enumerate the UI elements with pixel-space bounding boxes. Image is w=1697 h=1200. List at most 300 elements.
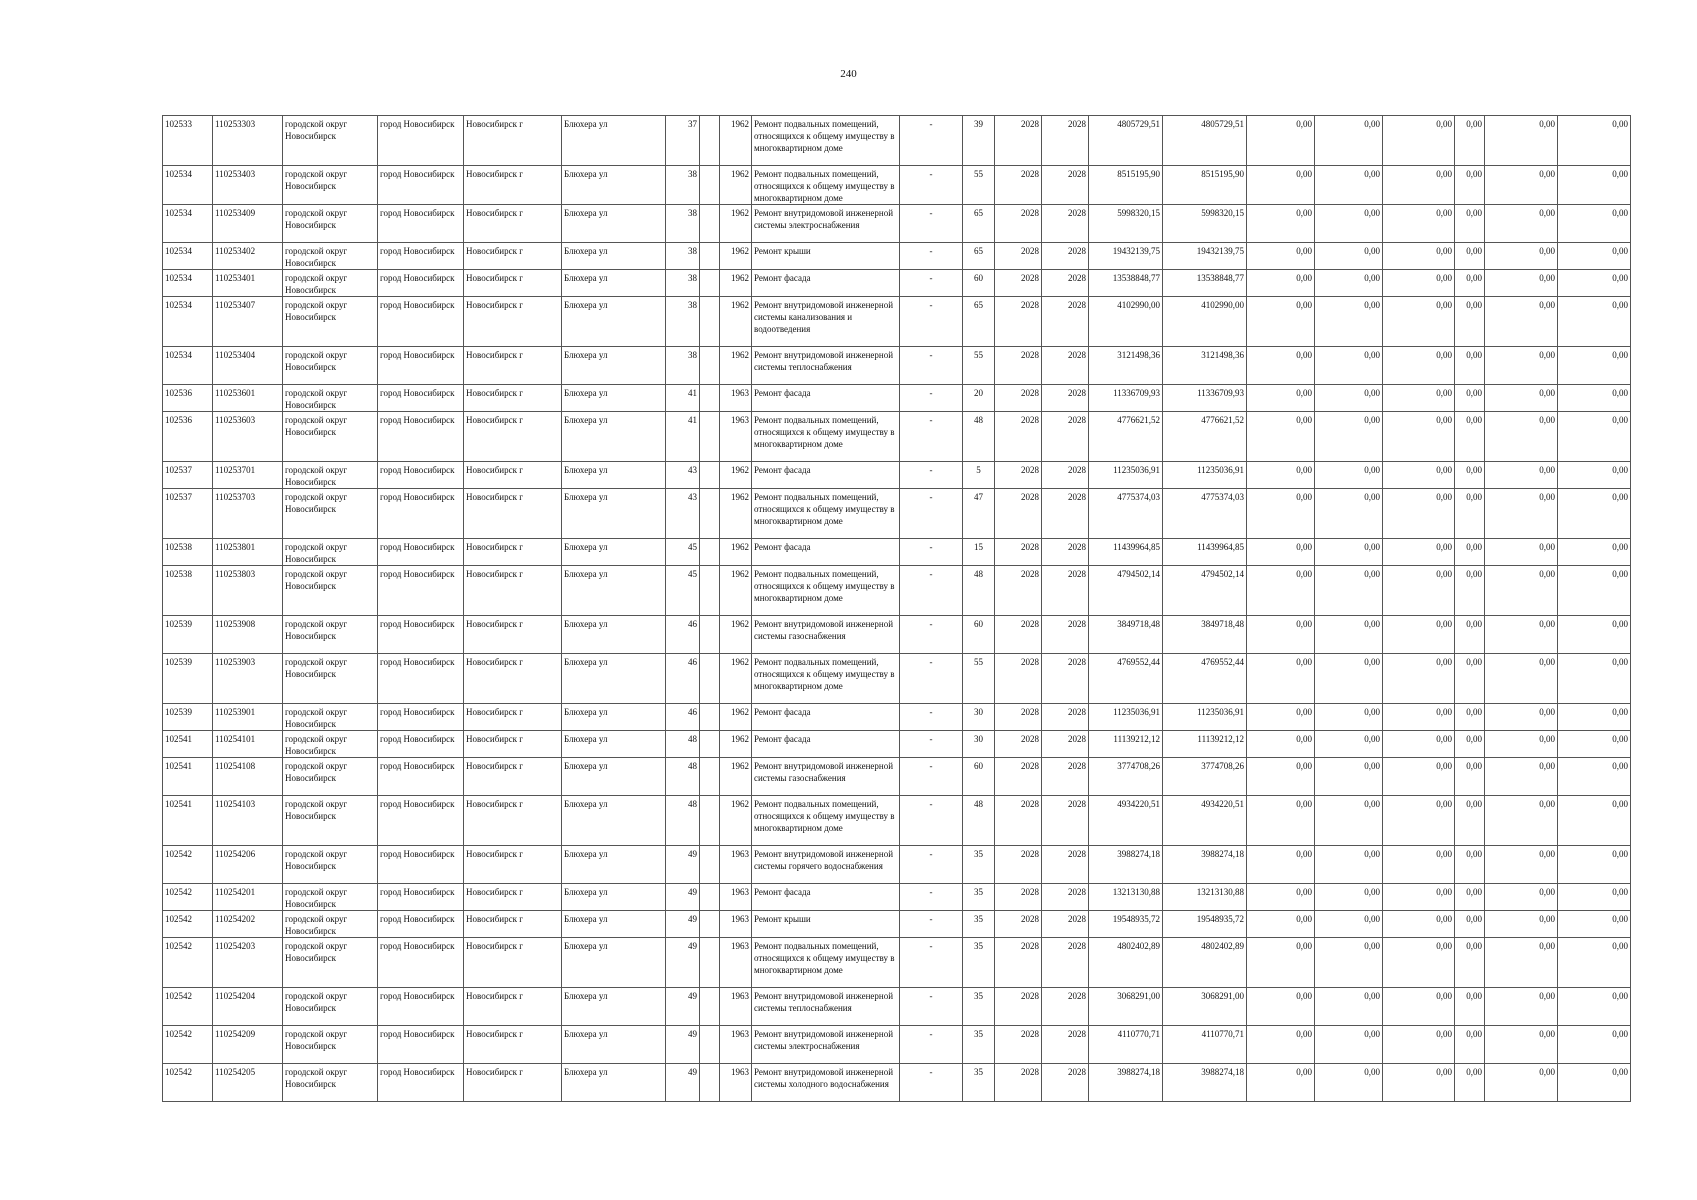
cell-house-id: 102539 — [163, 616, 213, 654]
cell-year-built: 1963 — [720, 412, 752, 462]
cell-plan-year-end: 2028 — [1042, 166, 1089, 205]
cell-house-id: 102537 — [163, 462, 213, 489]
cell-street: Блюхера ул — [562, 796, 666, 846]
cell-wear-percent: 35 — [963, 938, 995, 988]
table-row — [163, 297, 1631, 347]
cell-cost-col-6: 0,00 — [1558, 297, 1631, 347]
cell-work-id: 110253409 — [213, 205, 283, 243]
cell-work-id: 110254205 — [213, 1064, 283, 1102]
cell-year-built: 1963 — [720, 385, 752, 412]
cell-street: Блюхера ул — [562, 489, 666, 539]
cell-settlement: город Новосибирск — [378, 116, 464, 166]
cell-cost-col-6: 0,00 — [1558, 654, 1631, 704]
cell-cost-col-6: 0,00 — [1558, 566, 1631, 616]
cell-work-type: Ремонт фасада — [752, 704, 900, 731]
table-row — [163, 205, 1631, 243]
cell-cost-col-3: 0,00 — [1383, 462, 1455, 489]
cell-cost-col-4: 0,00 — [1455, 796, 1485, 846]
cell-work-type: Ремонт подвальных помещений, относящихся к общему имуществу в многоквартирном доме — [752, 566, 900, 616]
cell-cost-col-3: 0,00 — [1383, 270, 1455, 297]
cell-cost-col-6: 0,00 — [1558, 704, 1631, 731]
cell-cost-fund: 8515195,90 — [1163, 166, 1247, 205]
cell-street: Блюхера ул — [562, 1026, 666, 1064]
cell-house-number: 38 — [666, 347, 700, 385]
cell-locality: Новосибирск г — [464, 566, 562, 616]
cell-cost-col-6: 0,00 — [1558, 731, 1631, 758]
cell-cost-col-1: 0,00 — [1247, 462, 1315, 489]
cell-street: Блюхера ул — [562, 704, 666, 731]
cell-locality: Новосибирск г — [464, 616, 562, 654]
cell-cost-col-4: 0,00 — [1455, 412, 1485, 462]
cell-house-id: 102541 — [163, 731, 213, 758]
cell-wear-percent: 35 — [963, 1026, 995, 1064]
cell-building — [700, 166, 720, 205]
cell-settlement: город Новосибирск — [378, 1064, 464, 1102]
cell-unit: - — [900, 1064, 963, 1102]
cell-cost-col-2: 0,00 — [1315, 654, 1383, 704]
cell-cost-col-5: 0,00 — [1485, 462, 1558, 489]
cell-settlement: город Новосибирск — [378, 1026, 464, 1064]
cell-cost-col-4: 0,00 — [1455, 489, 1485, 539]
cell-cost-col-2: 0,00 — [1315, 566, 1383, 616]
cell-plan-year-end: 2028 — [1042, 539, 1089, 566]
cell-cost-total: 19548935,72 — [1089, 911, 1163, 938]
cell-cost-col-6: 0,00 — [1558, 1064, 1631, 1102]
cell-cost-col-1: 0,00 — [1247, 616, 1315, 654]
cell-wear-percent: 20 — [963, 385, 995, 412]
cell-wear-percent: 60 — [963, 758, 995, 796]
cell-work-id: 110254103 — [213, 796, 283, 846]
cell-house-number: 38 — [666, 243, 700, 270]
cell-street: Блюхера ул — [562, 731, 666, 758]
cell-cost-col-4: 0,00 — [1455, 846, 1485, 884]
cell-house-id: 102537 — [163, 489, 213, 539]
cell-house-id: 102534 — [163, 270, 213, 297]
cell-cost-fund: 11336709,93 — [1163, 385, 1247, 412]
cell-cost-fund: 11235036,91 — [1163, 462, 1247, 489]
cell-settlement: город Новосибирск — [378, 385, 464, 412]
cell-cost-total: 11439964,85 — [1089, 539, 1163, 566]
cell-work-type: Ремонт внутридомовой инженерной системы электроснабжения — [752, 205, 900, 243]
cell-settlement: город Новосибирск — [378, 796, 464, 846]
cell-cost-total: 13213130,88 — [1089, 884, 1163, 911]
cell-house-id: 102542 — [163, 988, 213, 1026]
cell-settlement: город Новосибирск — [378, 846, 464, 884]
cell-work-id: 110254204 — [213, 988, 283, 1026]
cell-year-built: 1962 — [720, 347, 752, 385]
cell-street: Блюхера ул — [562, 116, 666, 166]
cell-cost-col-5: 0,00 — [1485, 116, 1558, 166]
cell-cost-col-5: 0,00 — [1485, 938, 1558, 988]
cell-cost-col-2: 0,00 — [1315, 489, 1383, 539]
cell-cost-fund: 4110770,71 — [1163, 1026, 1247, 1064]
cell-locality: Новосибирск г — [464, 385, 562, 412]
cell-cost-col-2: 0,00 — [1315, 988, 1383, 1026]
cell-house-id: 102541 — [163, 796, 213, 846]
cell-building — [700, 412, 720, 462]
cell-cost-total: 4110770,71 — [1089, 1026, 1163, 1064]
cell-plan-year-end: 2028 — [1042, 704, 1089, 731]
cell-unit: - — [900, 205, 963, 243]
cell-street: Блюхера ул — [562, 654, 666, 704]
cell-street: Блюхера ул — [562, 347, 666, 385]
cell-building — [700, 297, 720, 347]
cell-year-built: 1962 — [720, 462, 752, 489]
cell-cost-col-5: 0,00 — [1485, 731, 1558, 758]
cell-work-type: Ремонт фасада — [752, 884, 900, 911]
cell-house-id: 102536 — [163, 412, 213, 462]
cell-cost-col-5: 0,00 — [1485, 566, 1558, 616]
cell-house-id: 102542 — [163, 1026, 213, 1064]
repair-program-table — [162, 115, 1631, 1102]
cell-municipal-district: городской округ Новосибирск — [283, 462, 378, 489]
cell-cost-col-3: 0,00 — [1383, 489, 1455, 539]
cell-house-number: 38 — [666, 205, 700, 243]
cell-locality: Новосибирск г — [464, 884, 562, 911]
cell-cost-col-2: 0,00 — [1315, 704, 1383, 731]
cell-settlement: город Новосибирск — [378, 412, 464, 462]
cell-locality: Новосибирск г — [464, 270, 562, 297]
cell-cost-fund: 4794502,14 — [1163, 566, 1247, 616]
cell-cost-col-5: 0,00 — [1485, 205, 1558, 243]
cell-plan-year-end: 2028 — [1042, 758, 1089, 796]
cell-locality: Новосибирск г — [464, 412, 562, 462]
cell-plan-year-start: 2028 — [995, 938, 1042, 988]
cell-cost-col-5: 0,00 — [1485, 166, 1558, 205]
cell-cost-col-5: 0,00 — [1485, 884, 1558, 911]
cell-wear-percent: 30 — [963, 704, 995, 731]
cell-cost-col-6: 0,00 — [1558, 462, 1631, 489]
cell-cost-col-5: 0,00 — [1485, 846, 1558, 884]
cell-locality: Новосибирск г — [464, 205, 562, 243]
cell-cost-col-5: 0,00 — [1485, 243, 1558, 270]
cell-cost-col-3: 0,00 — [1383, 616, 1455, 654]
cell-house-number: 49 — [666, 846, 700, 884]
cell-municipal-district: городской округ Новосибирск — [283, 116, 378, 166]
cell-cost-col-6: 0,00 — [1558, 758, 1631, 796]
cell-work-id: 110253303 — [213, 116, 283, 166]
cell-cost-col-1: 0,00 — [1247, 489, 1315, 539]
cell-locality: Новосибирск г — [464, 911, 562, 938]
cell-cost-col-2: 0,00 — [1315, 462, 1383, 489]
cell-street: Блюхера ул — [562, 243, 666, 270]
cell-municipal-district: городской округ Новосибирск — [283, 412, 378, 462]
cell-locality: Новосибирск г — [464, 539, 562, 566]
cell-cost-col-4: 0,00 — [1455, 205, 1485, 243]
cell-cost-col-2: 0,00 — [1315, 270, 1383, 297]
cell-unit: - — [900, 166, 963, 205]
cell-plan-year-start: 2028 — [995, 385, 1042, 412]
cell-cost-col-1: 0,00 — [1247, 1064, 1315, 1102]
cell-wear-percent: 55 — [963, 347, 995, 385]
cell-house-number: 41 — [666, 385, 700, 412]
cell-work-id: 110253703 — [213, 489, 283, 539]
cell-work-type: Ремонт фасада — [752, 462, 900, 489]
table-row — [163, 412, 1631, 462]
cell-plan-year-end: 2028 — [1042, 796, 1089, 846]
cell-locality: Новосибирск г — [464, 489, 562, 539]
table-row — [163, 385, 1631, 412]
cell-building — [700, 205, 720, 243]
cell-cost-total: 4805729,51 — [1089, 116, 1163, 166]
cell-cost-col-4: 0,00 — [1455, 938, 1485, 988]
cell-cost-col-4: 0,00 — [1455, 166, 1485, 205]
cell-cost-col-5: 0,00 — [1485, 988, 1558, 1026]
cell-work-type: Ремонт крыши — [752, 911, 900, 938]
cell-work-id: 110253603 — [213, 412, 283, 462]
cell-plan-year-end: 2028 — [1042, 566, 1089, 616]
cell-municipal-district: городской округ Новосибирск — [283, 347, 378, 385]
cell-cost-col-3: 0,00 — [1383, 911, 1455, 938]
cell-house-id: 102534 — [163, 297, 213, 347]
cell-year-built: 1963 — [720, 846, 752, 884]
cell-locality: Новосибирск г — [464, 297, 562, 347]
cell-cost-col-2: 0,00 — [1315, 616, 1383, 654]
cell-settlement: город Новосибирск — [378, 462, 464, 489]
cell-settlement: город Новосибирск — [378, 566, 464, 616]
cell-building — [700, 704, 720, 731]
cell-cost-col-2: 0,00 — [1315, 243, 1383, 270]
cell-cost-col-5: 0,00 — [1485, 385, 1558, 412]
cell-cost-total: 3988274,18 — [1089, 1064, 1163, 1102]
cell-cost-col-5: 0,00 — [1485, 796, 1558, 846]
cell-street: Блюхера ул — [562, 1064, 666, 1102]
cell-plan-year-end: 2028 — [1042, 270, 1089, 297]
cell-plan-year-start: 2028 — [995, 347, 1042, 385]
cell-plan-year-end: 2028 — [1042, 243, 1089, 270]
cell-street: Блюхера ул — [562, 988, 666, 1026]
cell-plan-year-end: 2028 — [1042, 911, 1089, 938]
cell-year-built: 1962 — [720, 654, 752, 704]
cell-cost-col-3: 0,00 — [1383, 758, 1455, 796]
cell-cost-fund: 11139212,12 — [1163, 731, 1247, 758]
cell-plan-year-start: 2028 — [995, 654, 1042, 704]
cell-cost-col-6: 0,00 — [1558, 166, 1631, 205]
cell-cost-col-5: 0,00 — [1485, 654, 1558, 704]
cell-street: Блюхера ул — [562, 297, 666, 347]
cell-municipal-district: городской округ Новосибирск — [283, 243, 378, 270]
cell-house-number: 38 — [666, 166, 700, 205]
cell-plan-year-start: 2028 — [995, 489, 1042, 539]
cell-locality: Новосибирск г — [464, 1064, 562, 1102]
cell-cost-fund: 11235036,91 — [1163, 704, 1247, 731]
cell-cost-total: 11139212,12 — [1089, 731, 1163, 758]
cell-cost-total: 4102990,00 — [1089, 297, 1163, 347]
cell-municipal-district: городской округ Новосибирск — [283, 1064, 378, 1102]
cell-cost-fund: 3849718,48 — [1163, 616, 1247, 654]
cell-cost-col-6: 0,00 — [1558, 385, 1631, 412]
cell-cost-col-1: 0,00 — [1247, 731, 1315, 758]
cell-cost-col-6: 0,00 — [1558, 616, 1631, 654]
cell-unit: - — [900, 988, 963, 1026]
cell-unit: - — [900, 489, 963, 539]
table-row — [163, 1026, 1631, 1064]
cell-year-built: 1962 — [720, 270, 752, 297]
cell-year-built: 1962 — [720, 297, 752, 347]
cell-house-number: 49 — [666, 1064, 700, 1102]
cell-locality: Новосибирск г — [464, 704, 562, 731]
cell-cost-col-5: 0,00 — [1485, 704, 1558, 731]
cell-municipal-district: городской округ Новосибирск — [283, 884, 378, 911]
cell-street: Блюхера ул — [562, 270, 666, 297]
cell-work-type: Ремонт подвальных помещений, относящихся к общему имуществу в многоквартирном доме — [752, 166, 900, 205]
cell-plan-year-start: 2028 — [995, 1026, 1042, 1064]
table-row — [163, 884, 1631, 911]
cell-house-number: 46 — [666, 704, 700, 731]
cell-settlement: город Новосибирск — [378, 911, 464, 938]
cell-unit: - — [900, 758, 963, 796]
cell-work-type: Ремонт фасада — [752, 731, 900, 758]
cell-work-type: Ремонт внутридомовой инженерной системы горячего водоснабжения — [752, 846, 900, 884]
cell-cost-col-4: 0,00 — [1455, 347, 1485, 385]
cell-work-id: 110254201 — [213, 884, 283, 911]
cell-municipal-district: городской округ Новосибирск — [283, 616, 378, 654]
cell-cost-col-1: 0,00 — [1247, 796, 1315, 846]
cell-plan-year-end: 2028 — [1042, 412, 1089, 462]
cell-house-id: 102534 — [163, 205, 213, 243]
cell-unit: - — [900, 654, 963, 704]
cell-work-type: Ремонт внутридомовой инженерной системы канализования и водоотведения — [752, 297, 900, 347]
cell-cost-total: 3988274,18 — [1089, 846, 1163, 884]
cell-plan-year-start: 2028 — [995, 846, 1042, 884]
cell-unit: - — [900, 347, 963, 385]
cell-plan-year-start: 2028 — [995, 243, 1042, 270]
cell-cost-col-3: 0,00 — [1383, 1026, 1455, 1064]
cell-locality: Новосибирск г — [464, 938, 562, 988]
cell-cost-col-1: 0,00 — [1247, 1026, 1315, 1064]
cell-house-id: 102541 — [163, 758, 213, 796]
cell-cost-col-4: 0,00 — [1455, 1026, 1485, 1064]
cell-settlement: город Новосибирск — [378, 654, 464, 704]
cell-year-built: 1963 — [720, 911, 752, 938]
cell-plan-year-start: 2028 — [995, 1064, 1042, 1102]
cell-year-built: 1962 — [720, 704, 752, 731]
cell-cost-col-2: 0,00 — [1315, 539, 1383, 566]
cell-building — [700, 462, 720, 489]
cell-house-number: 48 — [666, 758, 700, 796]
cell-cost-col-4: 0,00 — [1455, 884, 1485, 911]
cell-cost-fund: 19432139,75 — [1163, 243, 1247, 270]
cell-cost-total: 19432139,75 — [1089, 243, 1163, 270]
cell-wear-percent: 5 — [963, 462, 995, 489]
cell-cost-col-4: 0,00 — [1455, 704, 1485, 731]
table-row — [163, 462, 1631, 489]
cell-work-type: Ремонт внутридомовой инженерной системы теплоснабжения — [752, 988, 900, 1026]
cell-building — [700, 731, 720, 758]
cell-work-type: Ремонт подвальных помещений, относящихся к общему имуществу в многоквартирном доме — [752, 938, 900, 988]
table-row — [163, 704, 1631, 731]
cell-work-type: Ремонт крыши — [752, 243, 900, 270]
table-row — [163, 616, 1631, 654]
cell-plan-year-start: 2028 — [995, 566, 1042, 616]
cell-house-number: 37 — [666, 116, 700, 166]
cell-plan-year-end: 2028 — [1042, 654, 1089, 704]
cell-cost-col-1: 0,00 — [1247, 116, 1315, 166]
cell-house-number: 45 — [666, 566, 700, 616]
cell-cost-col-4: 0,00 — [1455, 731, 1485, 758]
cell-cost-col-6: 0,00 — [1558, 1026, 1631, 1064]
cell-wear-percent: 35 — [963, 988, 995, 1026]
cell-work-id: 110254202 — [213, 911, 283, 938]
cell-cost-col-3: 0,00 — [1383, 938, 1455, 988]
cell-cost-col-6: 0,00 — [1558, 988, 1631, 1026]
cell-plan-year-end: 2028 — [1042, 489, 1089, 539]
cell-house-id: 102539 — [163, 704, 213, 731]
cell-street: Блюхера ул — [562, 616, 666, 654]
cell-house-id: 102538 — [163, 539, 213, 566]
cell-work-type: Ремонт подвальных помещений, относящихся к общему имуществу в многоквартирном доме — [752, 654, 900, 704]
cell-work-type: Ремонт внутридомовой инженерной системы газоснабжения — [752, 758, 900, 796]
cell-municipal-district: городской округ Новосибирск — [283, 489, 378, 539]
cell-cost-total: 11235036,91 — [1089, 704, 1163, 731]
cell-cost-col-5: 0,00 — [1485, 1026, 1558, 1064]
cell-cost-total: 4775374,03 — [1089, 489, 1163, 539]
cell-cost-fund: 4805729,51 — [1163, 116, 1247, 166]
cell-locality: Новосибирск г — [464, 846, 562, 884]
cell-unit: - — [900, 846, 963, 884]
cell-municipal-district: городской округ Новосибирск — [283, 654, 378, 704]
cell-year-built: 1962 — [720, 616, 752, 654]
cell-cost-col-1: 0,00 — [1247, 270, 1315, 297]
cell-locality: Новосибирск г — [464, 731, 562, 758]
table-row — [163, 911, 1631, 938]
cell-cost-col-2: 0,00 — [1315, 758, 1383, 796]
cell-year-built: 1962 — [720, 566, 752, 616]
cell-wear-percent: 35 — [963, 911, 995, 938]
cell-municipal-district: городской округ Новосибирск — [283, 846, 378, 884]
cell-cost-total: 4802402,89 — [1089, 938, 1163, 988]
cell-cost-col-4: 0,00 — [1455, 1064, 1485, 1102]
cell-plan-year-start: 2028 — [995, 116, 1042, 166]
cell-cost-col-6: 0,00 — [1558, 412, 1631, 462]
cell-cost-col-4: 0,00 — [1455, 616, 1485, 654]
cell-plan-year-end: 2028 — [1042, 297, 1089, 347]
cell-locality: Новосибирск г — [464, 462, 562, 489]
cell-work-type: Ремонт подвальных помещений, относящихся к общему имуществу в многоквартирном доме — [752, 116, 900, 166]
table-row — [163, 566, 1631, 616]
cell-cost-col-1: 0,00 — [1247, 297, 1315, 347]
cell-street: Блюхера ул — [562, 412, 666, 462]
cell-cost-fund: 3988274,18 — [1163, 846, 1247, 884]
cell-wear-percent: 15 — [963, 539, 995, 566]
cell-municipal-district: городской округ Новосибирск — [283, 911, 378, 938]
cell-cost-col-3: 0,00 — [1383, 297, 1455, 347]
cell-cost-col-5: 0,00 — [1485, 911, 1558, 938]
cell-cost-col-3: 0,00 — [1383, 1064, 1455, 1102]
cell-plan-year-start: 2028 — [995, 911, 1042, 938]
cell-building — [700, 243, 720, 270]
cell-plan-year-end: 2028 — [1042, 385, 1089, 412]
cell-work-id: 110253803 — [213, 566, 283, 616]
cell-municipal-district: городской округ Новосибирск — [283, 731, 378, 758]
cell-street: Блюхера ул — [562, 205, 666, 243]
cell-cost-fund: 5998320,15 — [1163, 205, 1247, 243]
cell-cost-col-4: 0,00 — [1455, 566, 1485, 616]
cell-house-number: 46 — [666, 654, 700, 704]
cell-cost-col-3: 0,00 — [1383, 731, 1455, 758]
cell-cost-col-2: 0,00 — [1315, 796, 1383, 846]
cell-unit: - — [900, 884, 963, 911]
cell-cost-total: 3774708,26 — [1089, 758, 1163, 796]
cell-cost-fund: 13213130,88 — [1163, 884, 1247, 911]
cell-wear-percent: 65 — [963, 243, 995, 270]
cell-building — [700, 385, 720, 412]
cell-settlement: город Новосибирск — [378, 489, 464, 539]
cell-settlement: город Новосибирск — [378, 166, 464, 205]
cell-municipal-district: городской округ Новосибирск — [283, 704, 378, 731]
cell-wear-percent: 48 — [963, 412, 995, 462]
cell-cost-col-6: 0,00 — [1558, 911, 1631, 938]
